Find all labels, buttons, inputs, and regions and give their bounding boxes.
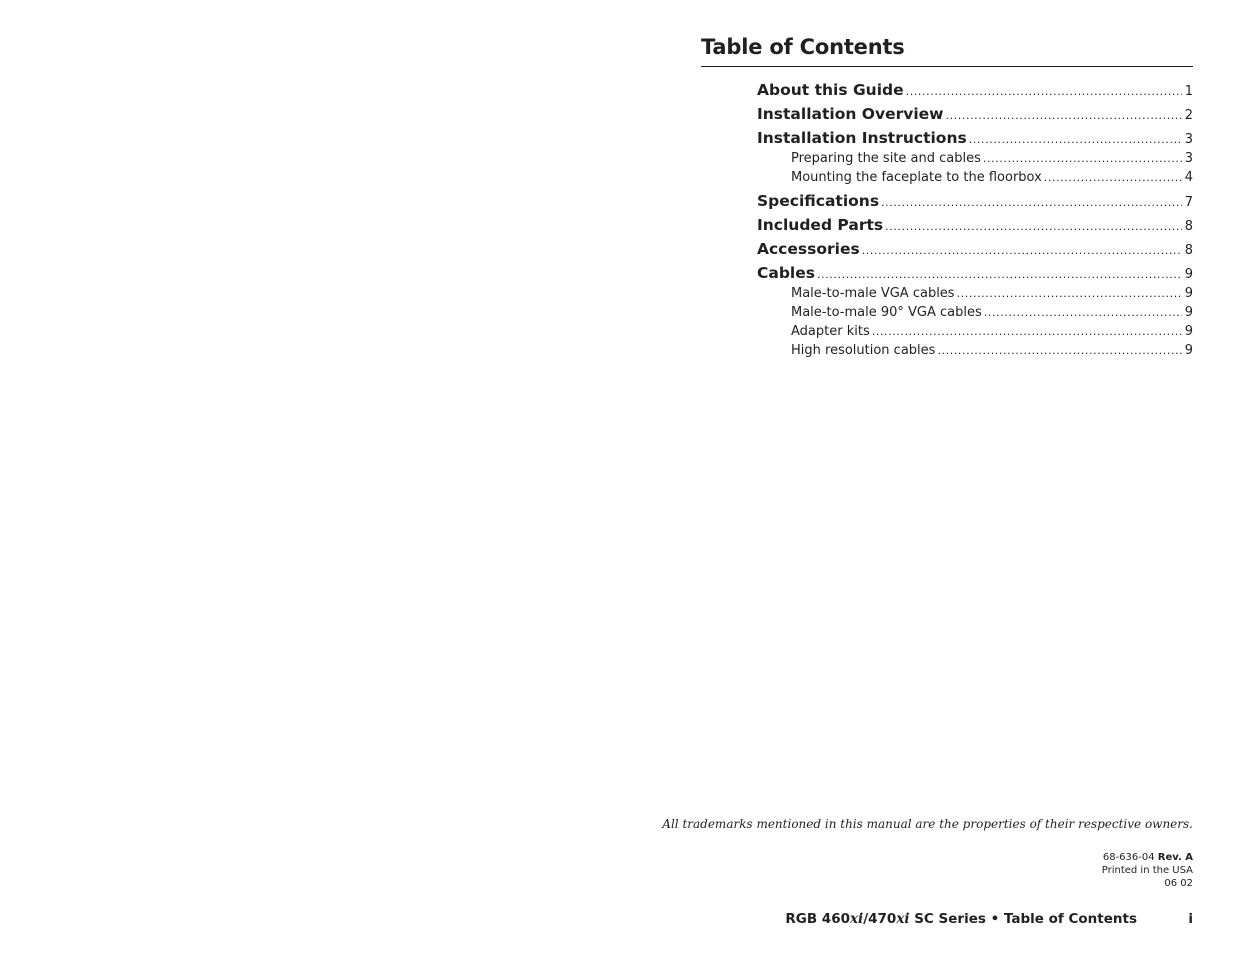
part-number: 68-636-04 <box>1102 852 1155 863</box>
toc-entry-installation-instructions[interactable] <box>757 129 1193 147</box>
toc-entry-page: 8 <box>1184 243 1193 258</box>
dot-leader <box>881 196 1182 209</box>
toc-entry-label: Mounting the faceplate to the floorbox <box>791 170 1042 185</box>
dot-leader <box>957 287 1182 300</box>
page-title: Table of Contents <box>701 35 905 59</box>
print-date: 06 02 <box>1164 878 1193 889</box>
toc-entry-label: Specifications <box>757 192 880 210</box>
footer-separator: /470 <box>863 911 897 927</box>
toc-entry-page: 9 <box>1184 267 1193 282</box>
footer-xi: xi <box>850 911 864 927</box>
toc-entry-label: Installation Overview <box>757 105 944 123</box>
revision: Rev. A <box>1157 852 1193 863</box>
toc-entry-page: 9 <box>1184 305 1193 320</box>
toc-entry-label: Male-to-male VGA cables <box>791 286 955 301</box>
toc-entry-page: 9 <box>1184 343 1193 358</box>
toc-entry-label: Male-to-male 90° VGA cables <box>791 305 982 320</box>
toc-entry-included-parts[interactable] <box>757 216 1193 234</box>
dot-leader <box>885 220 1182 233</box>
dot-leader <box>872 325 1182 338</box>
toc-entry-mounting-faceplate[interactable] <box>791 170 1193 185</box>
toc-entry-label: Adapter kits <box>791 324 870 339</box>
toc-page <box>662 0 1193 954</box>
toc-entry-label: Accessories <box>757 240 860 258</box>
toc-entry-accessories[interactable] <box>757 240 1193 258</box>
toc-entry-label: Installation Instructions <box>757 129 967 147</box>
dot-leader <box>984 306 1182 319</box>
toc-entry-page: 3 <box>1184 132 1193 147</box>
toc-entry-page: 9 <box>1184 286 1193 301</box>
print-info <box>1102 851 1193 890</box>
printed-in: Printed in the USA <box>1101 865 1193 876</box>
dot-leader <box>969 133 1182 146</box>
dot-leader <box>817 268 1182 281</box>
toc-entry-label: Cables <box>757 264 815 282</box>
toc-entry-page: 3 <box>1184 151 1193 166</box>
dot-leader <box>937 344 1181 357</box>
toc-entry-page: 7 <box>1184 195 1193 210</box>
dot-leader <box>945 109 1181 122</box>
toc-entry-page: 4 <box>1184 170 1193 185</box>
toc-entry-label: About this Guide <box>757 81 904 99</box>
toc-entry-high-resolution-cables[interactable] <box>791 343 1193 358</box>
toc-entry-page: 1 <box>1184 84 1193 99</box>
footer-xi: xi <box>896 911 910 927</box>
toc-entry-installation-overview[interactable] <box>757 105 1193 123</box>
toc-entry-male-vga-cables[interactable] <box>791 286 1193 301</box>
footer-title <box>785 911 1137 927</box>
dot-leader <box>1044 171 1182 184</box>
toc-entry-label: High resolution cables <box>791 343 936 358</box>
toc-entry-male-90-vga-cables[interactable] <box>791 305 1193 320</box>
footer-suffix: SC Series • Table of Contents <box>909 911 1137 927</box>
title-rule <box>701 66 1193 67</box>
toc-entry-label: Preparing the site and cables <box>791 151 981 166</box>
toc-entry-page: 8 <box>1184 219 1193 234</box>
page-number: i <box>1188 911 1193 927</box>
footer-product: RGB 460 <box>785 911 850 927</box>
dot-leader <box>906 85 1182 98</box>
toc-entry-about-this-guide[interactable] <box>757 81 1193 99</box>
toc-entry-preparing-site[interactable] <box>791 151 1193 166</box>
toc-entry-specifications[interactable] <box>757 192 1193 210</box>
dot-leader <box>983 152 1182 165</box>
trademark-note: All trademarks mentioned in this manual are the properties of their respective owners. <box>662 817 1193 831</box>
toc-entry-page: 9 <box>1184 324 1193 339</box>
toc-entry-page: 2 <box>1184 108 1193 123</box>
toc-entry-adapter-kits[interactable] <box>791 324 1193 339</box>
part-number-line <box>1102 851 1193 864</box>
toc-entry-label: Included Parts <box>757 216 884 234</box>
dot-leader <box>862 244 1182 257</box>
toc-entry-cables[interactable] <box>757 264 1193 282</box>
